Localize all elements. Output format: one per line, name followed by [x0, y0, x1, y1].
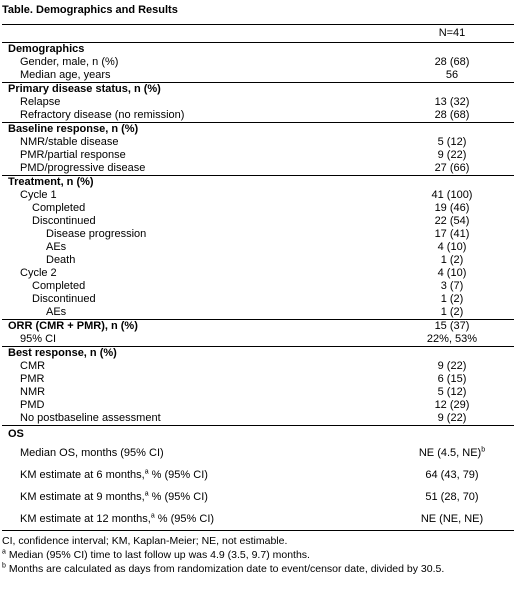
table-row: [2, 254, 514, 267]
row-label-cell: [2, 162, 390, 176]
footnote-text: Median (95% CI) time to last follow up was 4.9 (3.5, 9.7) months.: [5, 549, 310, 561]
results-table-figure: [2, 0, 514, 576]
row-label-suffix: % (95% CI): [148, 490, 208, 503]
footnote-text: Months are calculated as days from randomization date to event/censor date, divided by 30.5.: [5, 563, 445, 575]
row-value: 5 (12): [437, 136, 467, 148]
row-label: PMD/progressive disease: [20, 162, 146, 174]
row-label-cell: [2, 109, 390, 123]
footnote-mark: b: [2, 562, 6, 570]
table-row: [2, 399, 514, 412]
footnote-mark: a: [150, 511, 155, 519]
footnote-mark: b: [481, 445, 486, 453]
row-label-cell: [2, 293, 390, 306]
row-value-cell: [390, 56, 514, 69]
row-label: Median OS, months (95% CI): [20, 446, 164, 459]
row-label-cell: [2, 56, 390, 69]
section-title: ORR (CMR + PMR), n (%): [2, 320, 390, 334]
demographics-results-table: [2, 24, 514, 531]
section-title: Best response, n (%): [2, 347, 390, 361]
row-value: 1 (2): [440, 306, 464, 318]
row-value-cell: [390, 109, 514, 123]
section-title: Treatment, n (%): [2, 176, 390, 190]
row-label: KM estimate at 6 months,: [20, 468, 145, 481]
row-value: 51 (28, 70): [425, 490, 479, 503]
section-title: OS: [2, 426, 390, 443]
row-value-cell: [390, 293, 514, 306]
row-label-cell: [2, 412, 390, 426]
section-title: Primary disease status, n (%): [2, 83, 390, 97]
table-row: [2, 215, 514, 228]
row-value-cell: [390, 215, 514, 228]
footnote-line: [2, 562, 514, 576]
row-value-cell: [390, 202, 514, 215]
row-value: 27 (66): [434, 162, 470, 174]
section-value: [390, 176, 514, 190]
row-label: AEs: [46, 306, 67, 318]
section-value: 15 (37): [390, 320, 514, 334]
table-body: [2, 25, 514, 531]
section-title: Baseline response, n (%): [2, 123, 390, 137]
table-row: [2, 360, 514, 373]
row-value-cell: [390, 442, 514, 464]
row-label-cell: [2, 202, 390, 215]
section-header-row: [2, 426, 514, 443]
section-title: Demographics: [2, 43, 390, 57]
table-row: [2, 136, 514, 149]
table-row: [2, 280, 514, 293]
row-value-cell: [390, 267, 514, 280]
row-value-cell: [390, 162, 514, 176]
row-value: NE (NE, NE): [420, 512, 484, 525]
row-value: 5 (12): [437, 386, 467, 398]
row-value: NE (4.5, NE): [418, 446, 482, 459]
row-label-cell: [2, 254, 390, 267]
row-label: KM estimate at 12 months,: [20, 512, 151, 525]
table-row: [2, 442, 514, 464]
section-header-row: [2, 320, 514, 334]
section-value: [390, 426, 514, 443]
row-value: 9 (22): [437, 360, 467, 372]
row-value: 4 (10): [437, 267, 467, 279]
row-label: PMR: [20, 373, 45, 385]
row-value: 17 (41): [434, 228, 470, 240]
table-row: [2, 464, 514, 486]
row-value-cell: [390, 508, 514, 531]
footnote-text: CI, confidence interval; KM, Kaplan-Meier; NE, not estimable.: [2, 535, 288, 547]
row-value: 56: [445, 69, 459, 81]
table-row: [2, 149, 514, 162]
row-label: Cycle 2: [20, 267, 57, 279]
row-value: 12 (29): [434, 399, 470, 411]
table-row: [2, 508, 514, 531]
row-value-cell: [390, 399, 514, 412]
row-label: Refractory disease (no remission): [20, 109, 185, 121]
row-value-cell: [390, 254, 514, 267]
row-value-cell: [390, 486, 514, 508]
row-value-cell: [390, 241, 514, 254]
row-label: NMR/stable disease: [20, 136, 119, 148]
row-label: Discontinued: [32, 215, 96, 227]
row-label: 95% CI: [20, 333, 57, 345]
row-value: 22 (54): [434, 215, 470, 227]
footnotes: [2, 534, 514, 576]
row-value-cell: [390, 149, 514, 162]
row-value: 22%, 53%: [426, 333, 478, 345]
row-label: Cycle 1: [20, 189, 57, 201]
row-value-cell: [390, 333, 514, 347]
row-value-cell: [390, 360, 514, 373]
row-label: Relapse: [20, 96, 61, 108]
row-value: 1 (2): [440, 254, 464, 266]
row-value-cell: [390, 306, 514, 320]
row-value-cell: [390, 373, 514, 386]
section-value: [390, 347, 514, 361]
row-value-cell: [390, 189, 514, 202]
row-value: 19 (46): [434, 202, 470, 214]
row-value: 1 (2): [440, 293, 464, 305]
row-value-cell: [390, 280, 514, 293]
row-label-cell: [2, 149, 390, 162]
row-value: 41 (100): [431, 189, 473, 201]
footnote-mark: a: [2, 548, 6, 556]
row-value-cell: [390, 228, 514, 241]
section-header-row: [2, 123, 514, 137]
table-row: [2, 69, 514, 83]
table-row: [2, 228, 514, 241]
row-value-cell: [390, 96, 514, 109]
section-header-row: [2, 43, 514, 57]
section-value: [390, 123, 514, 137]
row-value: 28 (68): [434, 56, 470, 68]
row-label: PMR/partial response: [20, 149, 126, 161]
row-value-cell: [390, 136, 514, 149]
table-row: [2, 306, 514, 320]
row-label-cell: [2, 267, 390, 280]
table-row: [2, 373, 514, 386]
footnote-line: [2, 548, 514, 562]
row-value-cell: [390, 464, 514, 486]
row-label-cell: [2, 306, 390, 320]
row-label-cell: [2, 69, 390, 83]
table-row: [2, 486, 514, 508]
section-value: [390, 83, 514, 97]
row-value: 4 (10): [437, 241, 467, 253]
table-row: [2, 109, 514, 123]
section-header-row: [2, 347, 514, 361]
row-value: 9 (22): [437, 149, 467, 161]
row-label-cell: [2, 373, 390, 386]
row-label-cell: [2, 136, 390, 149]
row-label-cell: [2, 360, 390, 373]
row-label-cell: [2, 486, 390, 508]
row-value: 9 (22): [437, 412, 467, 424]
row-label-cell: [2, 241, 390, 254]
footnote-mark: a: [144, 467, 149, 475]
table-row: [2, 333, 514, 347]
table-header-row: [2, 25, 514, 43]
row-label-suffix: % (95% CI): [154, 512, 215, 525]
header-label-cell: [2, 25, 390, 43]
row-label-cell: [2, 333, 390, 347]
row-label: PMD: [20, 399, 45, 411]
row-label-cell: [2, 508, 390, 531]
row-label-cell: [2, 96, 390, 109]
row-value-cell: [390, 386, 514, 399]
row-value: 6 (15): [437, 373, 467, 385]
row-label: CMR: [20, 360, 46, 372]
row-label-cell: [2, 280, 390, 293]
table-row: [2, 96, 514, 109]
header-n-cell: N=41: [390, 25, 514, 43]
row-value-cell: [390, 69, 514, 83]
table-row: [2, 202, 514, 215]
row-label-cell: [2, 442, 390, 464]
row-label: Discontinued: [32, 293, 96, 305]
table-row: [2, 412, 514, 426]
row-value: 13 (32): [434, 96, 470, 108]
table-row: [2, 241, 514, 254]
row-label-suffix: % (95% CI): [148, 468, 208, 481]
row-label: AEs: [46, 241, 67, 253]
table-title: Table. Demographics and Results: [2, 4, 178, 16]
table-row: [2, 56, 514, 69]
row-label: No postbaseline assessment: [20, 412, 161, 424]
row-value-cell: [390, 412, 514, 426]
row-label: NMR: [20, 386, 46, 398]
row-label-cell: [2, 464, 390, 486]
row-label: Disease progression: [46, 228, 147, 240]
row-label-cell: [2, 399, 390, 412]
row-label: Completed: [32, 202, 86, 214]
row-label-cell: [2, 386, 390, 399]
table-row: [2, 189, 514, 202]
row-label-cell: [2, 189, 390, 202]
table-row: [2, 162, 514, 176]
row-label-cell: [2, 215, 390, 228]
footnote-line: [2, 534, 514, 548]
table-row: [2, 267, 514, 280]
section-header-row: [2, 83, 514, 97]
row-label-cell: [2, 228, 390, 241]
row-value: 64 (43, 79): [425, 468, 479, 481]
section-value: [390, 43, 514, 57]
row-label: KM estimate at 9 months,: [20, 490, 145, 503]
table-row: [2, 293, 514, 306]
row-label: Median age, years: [20, 69, 111, 81]
table-row: [2, 386, 514, 399]
row-label: Completed: [32, 280, 86, 292]
row-value: 3 (7): [440, 280, 464, 292]
row-label: Gender, male, n (%): [20, 56, 119, 68]
footnote-mark: a: [144, 489, 149, 497]
section-header-row: [2, 176, 514, 190]
row-label: Death: [46, 254, 76, 266]
row-value: 28 (68): [434, 109, 470, 121]
